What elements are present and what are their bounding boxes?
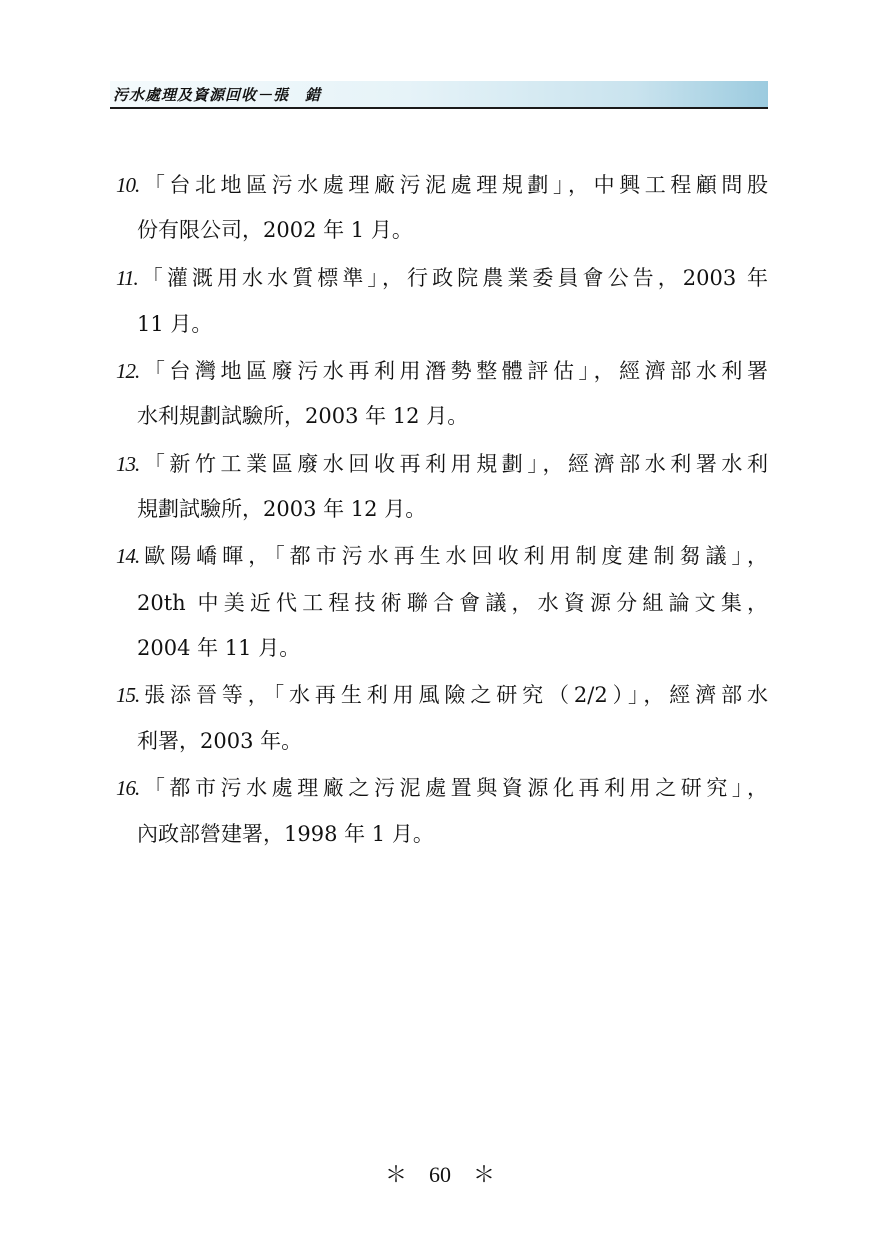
reference-number: 12. [116, 359, 140, 383]
reference-text-line: 11 月。 [137, 312, 213, 336]
reference-text-line: 「新竹工業區廢水回收再利用規劃」，經濟部水利署水利 [139, 452, 768, 476]
reference-number: 15. [116, 683, 140, 707]
reference-text-line: 2004 年 11 月。 [137, 636, 301, 660]
reference-text-line: 張添晉等，「水再生利用風險之研究（2/2）」，經濟部水 [139, 683, 768, 707]
page-number: ＊ 60 ＊ [384, 1162, 495, 1187]
reference-text-line: 規劃試驗所，2003 年 12 月。 [137, 497, 427, 521]
reference-text-line: 20th 中美近代工程技術聯合會議，水資源分組論文集， [137, 591, 768, 615]
reference-text-line: 「台北地區污水處理廠污泥處理規劃」，中興工程顧問股 [139, 173, 768, 197]
reference-number: 11. [116, 266, 138, 290]
reference-text-line: 「灌溉用水水質標準」，行政院農業委員會公告，2003 年 [137, 266, 768, 290]
reference-number: 13. [116, 452, 140, 476]
reference-text-line: 「都市污水處理廠之污泥處置與資源化再利用之研究」， [139, 776, 768, 800]
reference-text-line: 內政部營建署，1998 年 1 月。 [137, 822, 434, 846]
reference-text-line: 「台灣地區廢污水再利用潛勢整體評估」，經濟部水利署 [139, 359, 768, 383]
reference-item-14 [116, 541, 768, 571]
running-header-title: 污水處理及資源回收－張 錯 [113, 86, 322, 104]
reference-number: 10. [116, 173, 140, 197]
reference-item-12 [116, 356, 768, 386]
reference-text-line: 份有限公司，2002 年 1 月。 [137, 218, 413, 242]
reference-text-line: 水利規劃試驗所，2003 年 12 月。 [137, 404, 469, 428]
reference-number: 14. [116, 544, 140, 568]
reference-text-line: 利署，2003 年。 [137, 729, 303, 753]
reference-number: 16. [116, 776, 140, 800]
reference-text-line: 歐陽嶠暉，「都市污水再生水回收利用制度建制芻議」， [139, 544, 768, 568]
reference-item-11 [116, 263, 768, 293]
reference-item-16 [116, 773, 768, 803]
reference-item-13 [116, 449, 768, 479]
reference-item-15 [116, 680, 768, 710]
reference-item-10 [116, 170, 768, 200]
